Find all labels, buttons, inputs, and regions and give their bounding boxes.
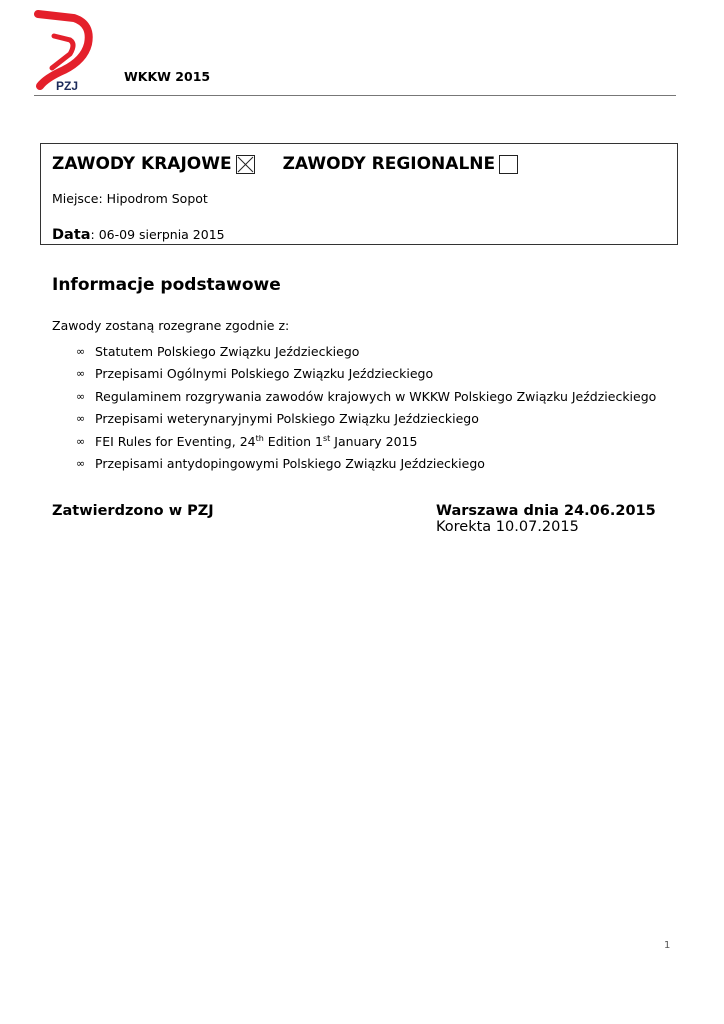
national-competition-label: ZAWODY KRAJOWE [52, 154, 232, 174]
checkbox-cross-icon [237, 156, 254, 173]
fei-rule-sup1: th [255, 433, 264, 443]
fei-rule-part2: Edition 1 [263, 433, 323, 449]
infinity-bullet-icon: ∞ [76, 434, 86, 448]
rule-text: Regulaminem rozgrywania zawodów krajowych w WKKW Polskiego Związku Jeździeckiego [95, 388, 657, 404]
fei-rule-part3: January 2015 [330, 433, 418, 449]
list-item [76, 385, 656, 408]
signoff-date: Warszawa dnia 24.06.2015 [436, 503, 656, 519]
pzj-logo-mark [34, 10, 94, 92]
header-divider [34, 95, 676, 96]
competition-type-row [52, 154, 518, 174]
competition-place: Miejsce: Hipodrom Sopot [52, 191, 208, 206]
pzj-logo [34, 10, 94, 92]
fei-rule-sup2: st [322, 433, 331, 443]
competition-info-box [40, 143, 678, 245]
correction-date: Korekta 10.07.2015 [436, 519, 579, 535]
infinity-bullet-icon: ∞ [76, 389, 86, 403]
rule-text: Statutem Polskiego Związku Jeździeckiego [95, 343, 360, 359]
logo-text: PZJ [56, 79, 79, 92]
approved-label: Zatwierdzono w PZJ [52, 503, 214, 519]
infinity-bullet-icon: ∞ [76, 344, 86, 358]
list-item [76, 340, 656, 363]
list-item [76, 408, 656, 431]
regional-competition-label: ZAWODY REGIONALNE [282, 154, 496, 174]
regional-competition-checkbox[interactable] [499, 155, 518, 174]
list-item [76, 430, 656, 453]
infinity-bullet-icon: ∞ [76, 367, 86, 381]
fei-rule-part1: FEI Rules for Eventing, 24 [95, 433, 256, 449]
rules-list [76, 340, 656, 475]
date-label: Data [52, 227, 91, 243]
list-item [76, 453, 656, 476]
page-number: 1 [664, 940, 671, 951]
infinity-bullet-icon: ∞ [76, 412, 86, 426]
signoff-block [436, 503, 656, 535]
rule-text: Przepisami weterynaryjnymi Polskiego Związku Jeździeckiego [95, 411, 479, 427]
rule-text-fei [95, 434, 417, 449]
rule-text: Przepisami antydopingowymi Polskiego Związku Jeździeckiego [95, 456, 485, 472]
infinity-bullet-icon: ∞ [76, 457, 86, 471]
date-value: : 06-09 sierpnia 2015 [90, 227, 225, 242]
rules-intro: Zawody zostaną rozegrane zgodnie z: [52, 318, 290, 333]
header-title: WKKW 2015 [124, 69, 211, 84]
national-competition-checkbox[interactable] [236, 155, 255, 174]
list-item [76, 363, 656, 386]
section-title-basic-info: Informacje podstawowe [52, 275, 281, 295]
rule-text: Przepisami Ogólnymi Polskiego Związku Jeździeckiego [95, 366, 434, 382]
competition-date [52, 227, 225, 243]
